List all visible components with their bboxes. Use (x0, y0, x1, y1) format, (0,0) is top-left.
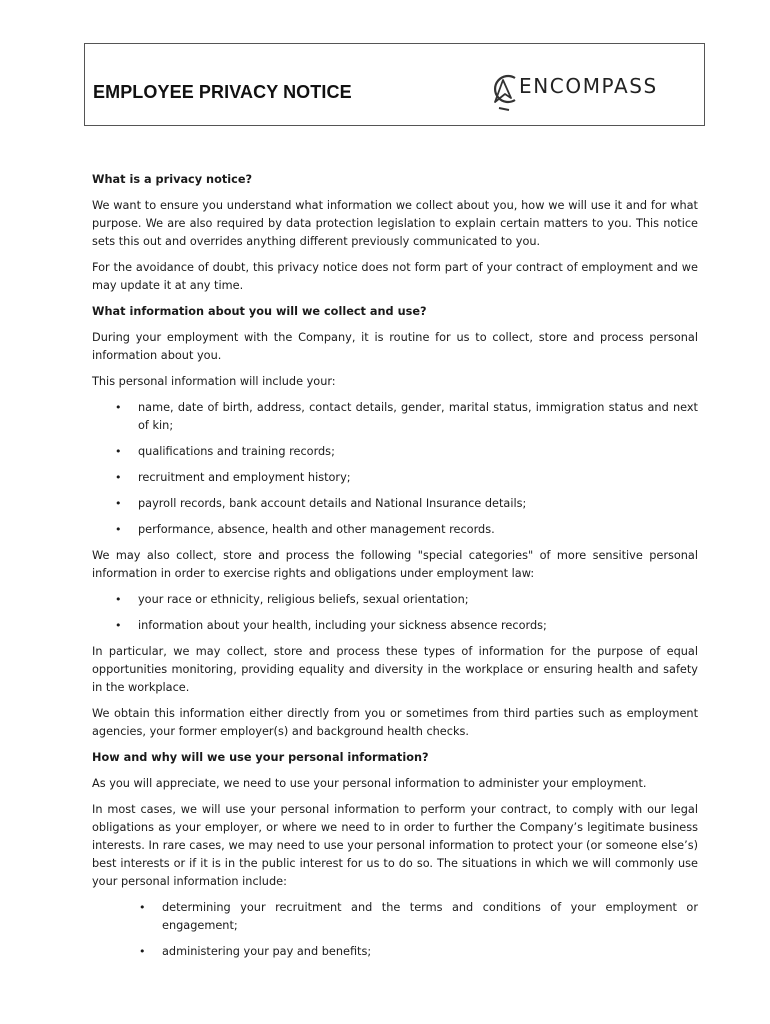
list-item: • qualifications and training records; (92, 443, 698, 461)
list-item: • your race or ethnicity, religious beliefs, sexual orientation; (92, 591, 698, 609)
paragraph: We obtain this information either directly from you or sometimes from third parties such as employment agencies, your former employer(s) and background health checks. (92, 707, 698, 738)
document-header (84, 43, 705, 126)
list-item: • name, date of birth, address, contact details, gender, marital status, immigration status and next of kin; (92, 399, 698, 435)
paragraph: We want to ensure you understand what information we collect about you, how we will use it and for what purpose. We are also required by data protection legislation to explain certain matters to you. This notice sets this out and overrides anything different previously communicated to you. (92, 199, 698, 248)
section-heading: What is a privacy notice? (92, 173, 253, 186)
list-item: • determining your recruitment and the terms and conditions of your employment or engagement; (92, 899, 698, 935)
paragraph: This personal information will include your: (92, 375, 336, 388)
bullet-list (92, 591, 698, 635)
document-body (92, 171, 698, 969)
list-item: • payroll records, bank account details and National Insurance details; (92, 495, 698, 513)
section-heading: How and why will we use your personal information? (92, 751, 429, 764)
paragraph: In particular, we may collect, store and process these types of information for the purpose of equal opportunities monitoring, providing equality and diversity in the workplace or ensuring health and safety in the workplace. (92, 645, 698, 694)
paragraph: In most cases, we will use your personal information to perform your contract, to comply with our legal obligations as your employer, or where we need to in order to further the Company’s legitimate business interests. In rare cases, we may need to use your personal information to protect your (or someone else’s) best interests or if it is in the public interest for us to do so. The situations in which we will commonly use your personal information include: (92, 803, 698, 888)
company-logo (485, 68, 695, 114)
list-item: • recruitment and employment history; (92, 469, 698, 487)
paragraph: For the avoidance of doubt, this privacy notice does not form part of your contract of employment and we may update it at any time. (92, 261, 698, 292)
list-item: • information about your health, including your sickness absence records; (92, 617, 698, 635)
paragraph: We may also collect, store and process the following "special categories" of more sensitive personal information in order to exercise rights and obligations under employment law: (92, 549, 698, 580)
encompass-logo-icon (485, 68, 523, 114)
list-item: • administering your pay and benefits; (92, 943, 698, 961)
logo-wordmark: ENCOMPASS (519, 74, 658, 98)
document-title: EMPLOYEE PRIVACY NOTICE (93, 82, 352, 102)
bullet-list (92, 399, 698, 539)
section-heading: What information about you will we collect and use? (92, 305, 427, 318)
paragraph: During your employment with the Company, it is routine for us to collect, store and process personal information about you. (92, 331, 698, 362)
paragraph: As you will appreciate, we need to use your personal information to administer your employment. (92, 777, 647, 790)
bullet-list (92, 899, 698, 961)
list-item: • performance, absence, health and other management records. (92, 521, 698, 539)
